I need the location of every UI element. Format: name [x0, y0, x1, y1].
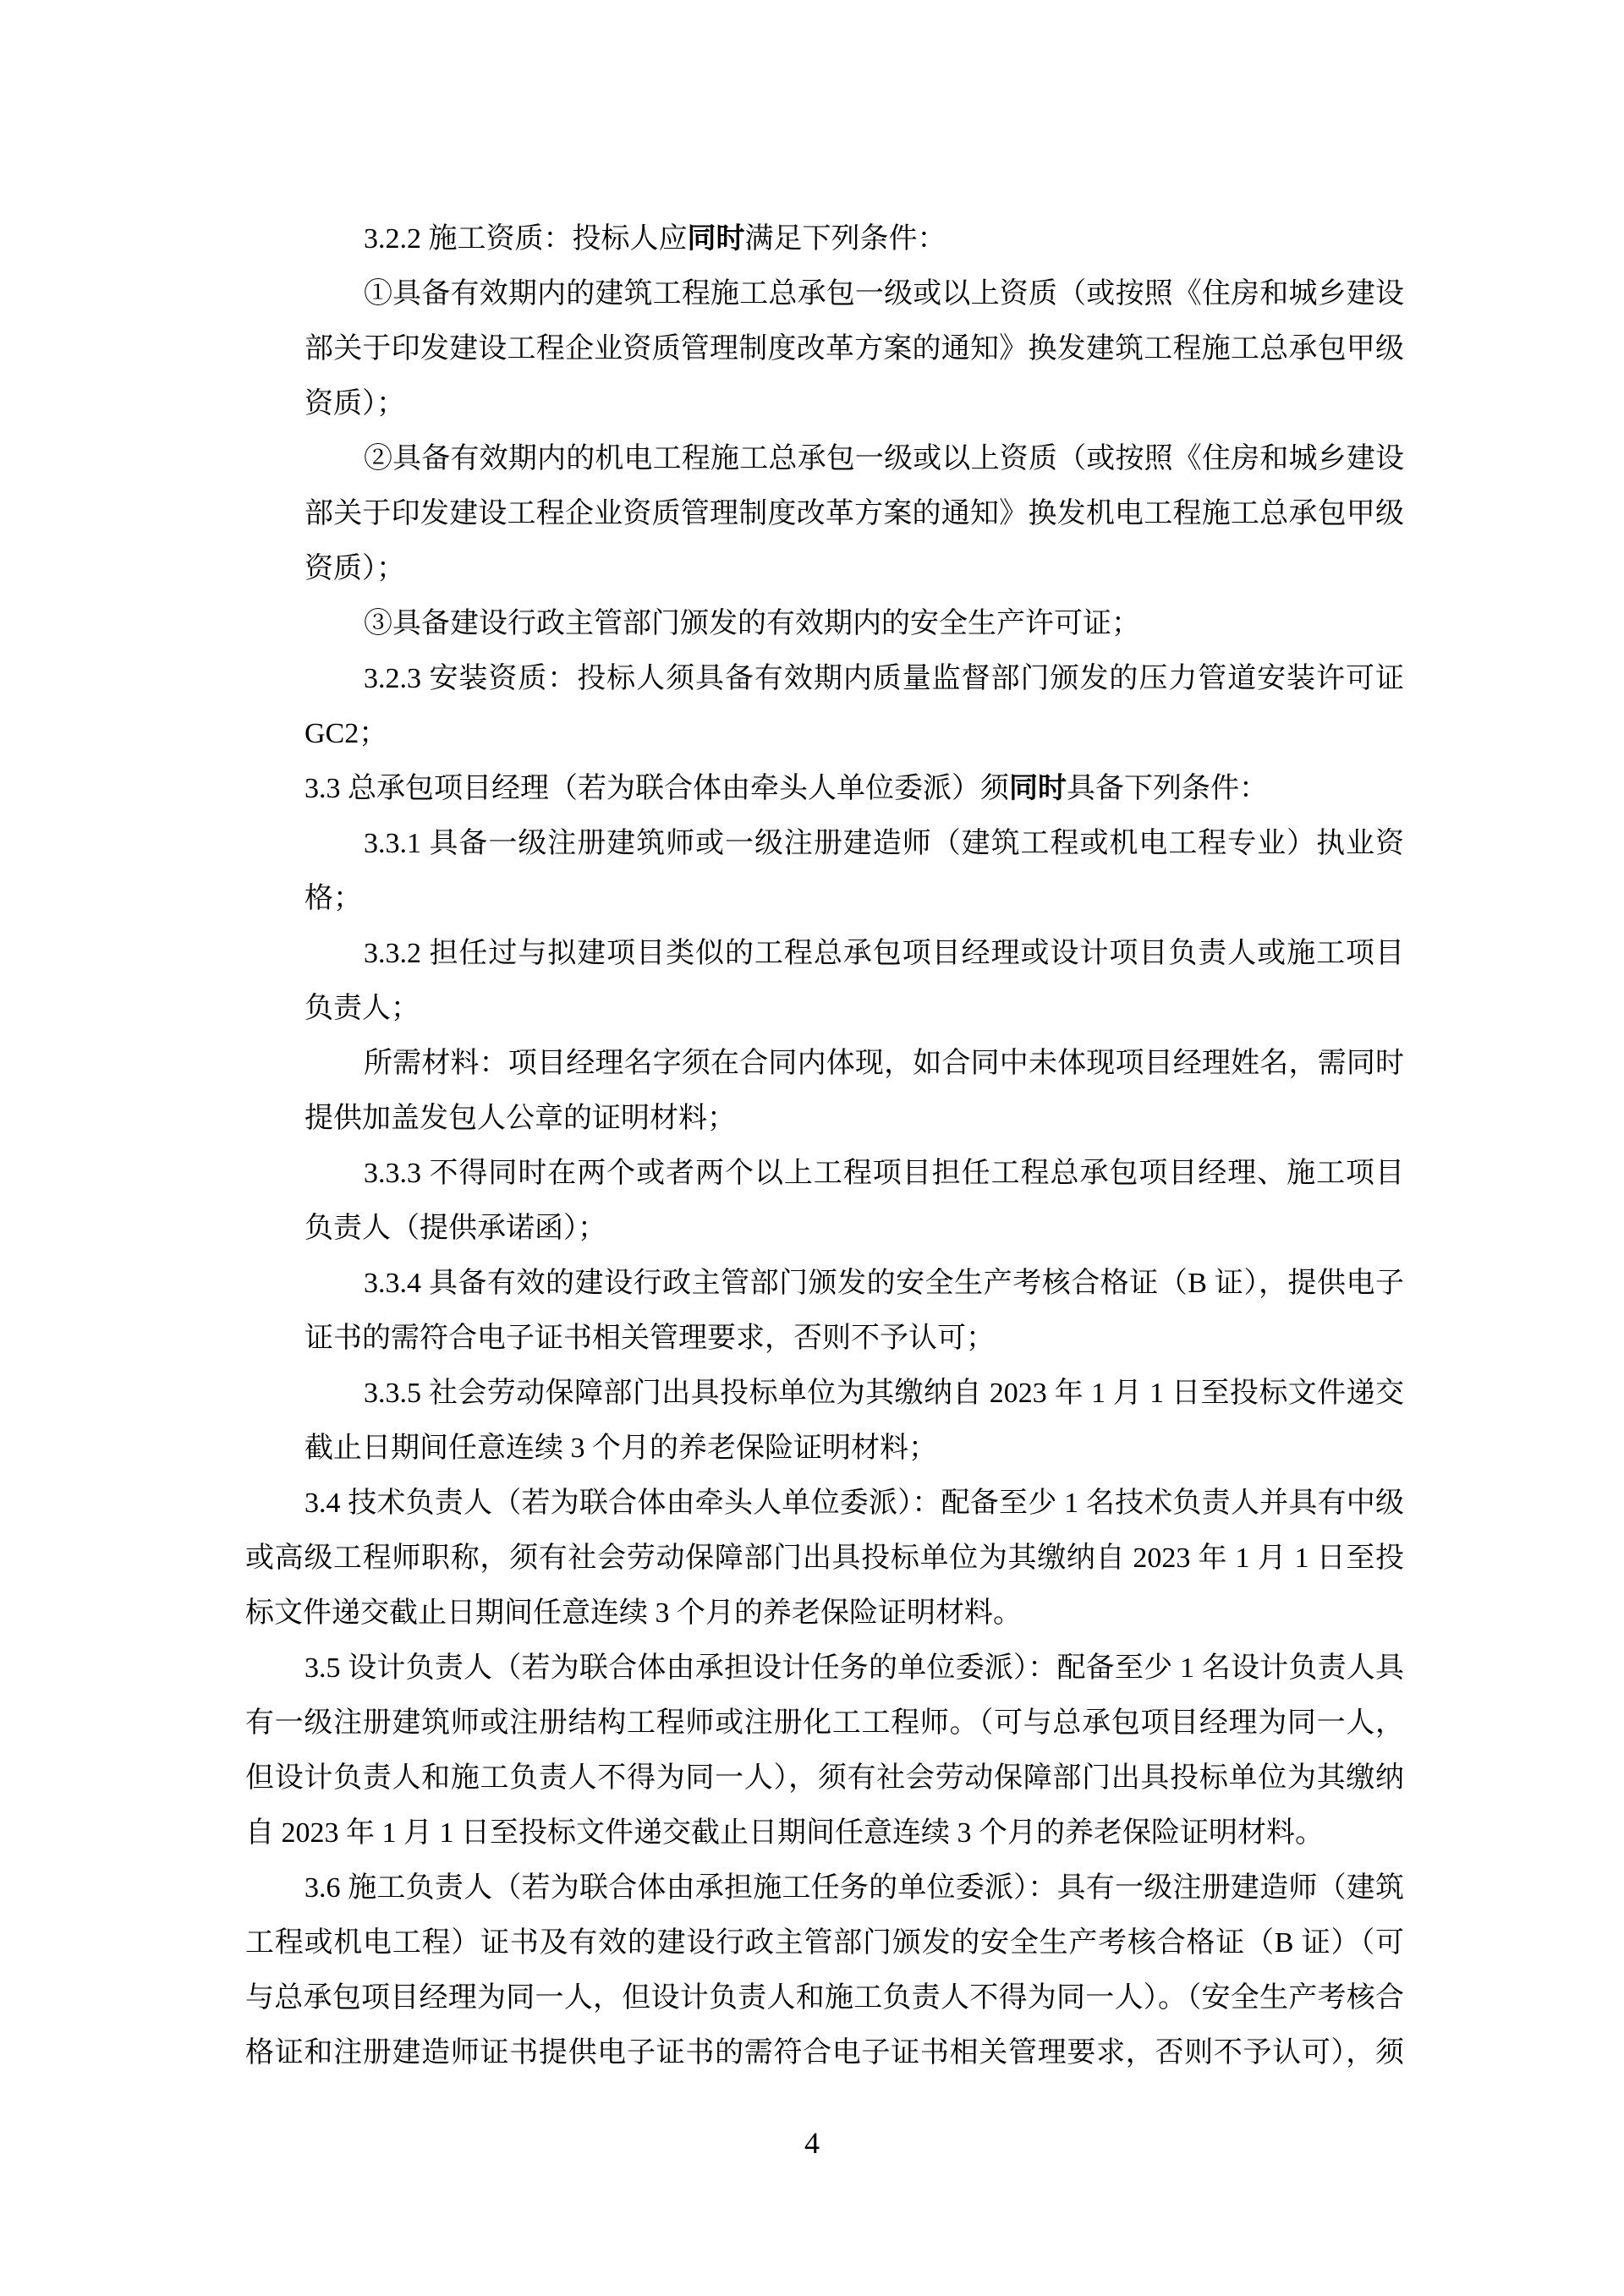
- text-line: [245, 981, 1404, 1036]
- text-run: 有一级注册建筑师或注册结构工程师或注册化工工程师。（可与总承包项目经理为同一人，: [245, 1707, 1404, 1739]
- text-line: [245, 1146, 1404, 1201]
- page-number: 4: [804, 2126, 820, 2160]
- text-run: 3.3.1 具备一级注册建筑师或一级注册建造师（建筑工程或机电工程专业）执业资: [364, 828, 1404, 859]
- text-run: 满足下列条件：: [744, 223, 946, 255]
- text-run: 3.3 总承包项目经理（若为联合体由牵头人单位委派）须: [304, 773, 1009, 804]
- text-line: [245, 1201, 1404, 1256]
- text-line: [245, 376, 1404, 431]
- text-line: [245, 1366, 1404, 1421]
- text-line: [245, 1860, 1404, 1915]
- text-line: [245, 486, 1404, 541]
- text-line: [245, 431, 1404, 486]
- text-line: [245, 1036, 1404, 1091]
- text-run: 3.2.3 安装资质：投标人须具备有效期内质量监督部门颁发的压力管道安装许可证: [364, 663, 1404, 694]
- text-line: [245, 1421, 1404, 1476]
- text-run: 提供加盖发包人公章的证明材料；: [304, 1103, 736, 1134]
- text-line: [245, 1476, 1404, 1531]
- text-line: [245, 1696, 1404, 1751]
- text-line: [245, 871, 1404, 926]
- text-run: 格证和注册建造师证书提供电子证书的需符合电子证书相关管理要求，否则不予认可），须: [245, 2037, 1404, 2069]
- text-run: 负责人（提供承诺函）；: [304, 1213, 606, 1244]
- text-run: 3.3.3 不得同时在两个或者两个以上工程项目担任工程总承包项目经理、施工项目: [364, 1158, 1404, 1189]
- text-line: [245, 2025, 1404, 2080]
- text-line: [245, 321, 1404, 376]
- text-line: [245, 596, 1404, 651]
- text-run: 格；: [304, 883, 362, 914]
- text-run: 或高级工程师职称，须有社会劳动保障部门出具投标单位为其缴纳自 2023 年 1 月 1 日至投: [245, 1543, 1404, 1574]
- text-run: 3.3.5 社会劳动保障部门出具投标单位为其缴纳自 2023 年 1 月 1 日至投标文件递交: [364, 1378, 1404, 1409]
- text-line: [245, 1970, 1404, 2025]
- text-run: 工程或机电工程）证书及有效的建设行政主管部门颁发的安全生产考核合格证（B 证）（可: [245, 1927, 1404, 1959]
- text-run: GC2；: [304, 718, 388, 749]
- text-line: [245, 266, 1404, 321]
- text-run: 3.3.2 担任过与拟建项目类似的工程总承包项目经理或设计项目负责人或施工项目: [364, 938, 1404, 969]
- text-line: [245, 211, 1404, 266]
- bold-emphasis: 同时: [1009, 773, 1067, 804]
- text-line: [245, 706, 1404, 761]
- text-line: [245, 651, 1404, 706]
- text-run: 所需材料：项目经理名字须在合同内体现，如合同中未体现项目经理姓名，需同时: [364, 1048, 1404, 1079]
- text-run: 自 2023 年 1 月 1 日至投标文件递交截止日期间任意连续 3 个月的养老保险证明材料。: [245, 1817, 1324, 1849]
- text-run: 3.4 技术负责人（若为联合体由牵头人单位委派）：配备至少 1 名技术负责人并具有中级: [304, 1488, 1404, 1519]
- text-run: ③具备建设行政主管部门颁发的有效期内的安全生产许可证；: [364, 608, 1140, 639]
- text-run: 部关于印发建设工程企业资质管理制度改革方案的通知》换发建筑工程施工总承包甲级: [304, 333, 1404, 364]
- text-line: [245, 1751, 1404, 1806]
- text-run: 截止日期间任意连续 3 个月的养老保险证明材料；: [304, 1433, 937, 1464]
- text-run: 部关于印发建设工程企业资质管理制度改革方案的通知》换发机电工程施工总承包甲级: [304, 498, 1404, 529]
- text-run: 3.3.4 具备有效的建设行政主管部门颁发的安全生产考核合格证（B 证），提供电子: [364, 1268, 1404, 1299]
- text-line: [245, 1641, 1404, 1696]
- text-line: [245, 1586, 1404, 1641]
- text-line: [245, 541, 1404, 596]
- text-line: [245, 816, 1404, 871]
- text-run: 负责人；: [304, 993, 420, 1024]
- text-run: 与总承包项目经理为同一人，但设计负责人和施工负责人不得为同一人）。（安全生产考核合: [245, 1982, 1404, 2014]
- text-line: [245, 1091, 1404, 1146]
- text-line: [245, 1915, 1404, 1970]
- text-line: [245, 761, 1404, 816]
- document-body: [245, 211, 1404, 2080]
- text-run: 3.6 施工负责人（若为联合体由承担施工任务的单位委派）：具有一级注册建造师（建筑: [304, 1872, 1404, 1904]
- text-run: 但设计负责人和施工负责人不得为同一人），须有社会劳动保障部门出具投标单位为其缴纳: [245, 1762, 1404, 1794]
- bold-emphasis: 同时: [687, 223, 745, 255]
- text-run: 3.5 设计负责人（若为联合体由承担设计任务的单位委派）：配备至少 1 名设计负责人具: [304, 1652, 1404, 1684]
- text-line: [245, 1806, 1404, 1860]
- text-run: 3.2.2 施工资质：投标人应: [364, 223, 688, 255]
- text-run: 标文件递交截止日期间任意连续 3 个月的养老保险证明材料。: [245, 1597, 1022, 1629]
- text-run: ①具备有效期内的建筑工程施工总承包一级或以上资质（或按照《住房和城乡建设: [364, 278, 1404, 310]
- text-run: 资质）；: [304, 388, 405, 419]
- text-run: 具备下列条件：: [1067, 773, 1268, 804]
- text-line: [245, 1531, 1404, 1586]
- text-run: ②具备有效期内的机电工程施工总承包一级或以上资质（或按照《住房和城乡建设: [364, 443, 1404, 474]
- text-line: [245, 1256, 1404, 1311]
- text-run: 资质）；: [304, 553, 405, 584]
- text-line: [245, 926, 1404, 981]
- text-run: 证书的需符合电子证书相关管理要求，否则不予认可；: [304, 1323, 995, 1354]
- text-line: [245, 1311, 1404, 1366]
